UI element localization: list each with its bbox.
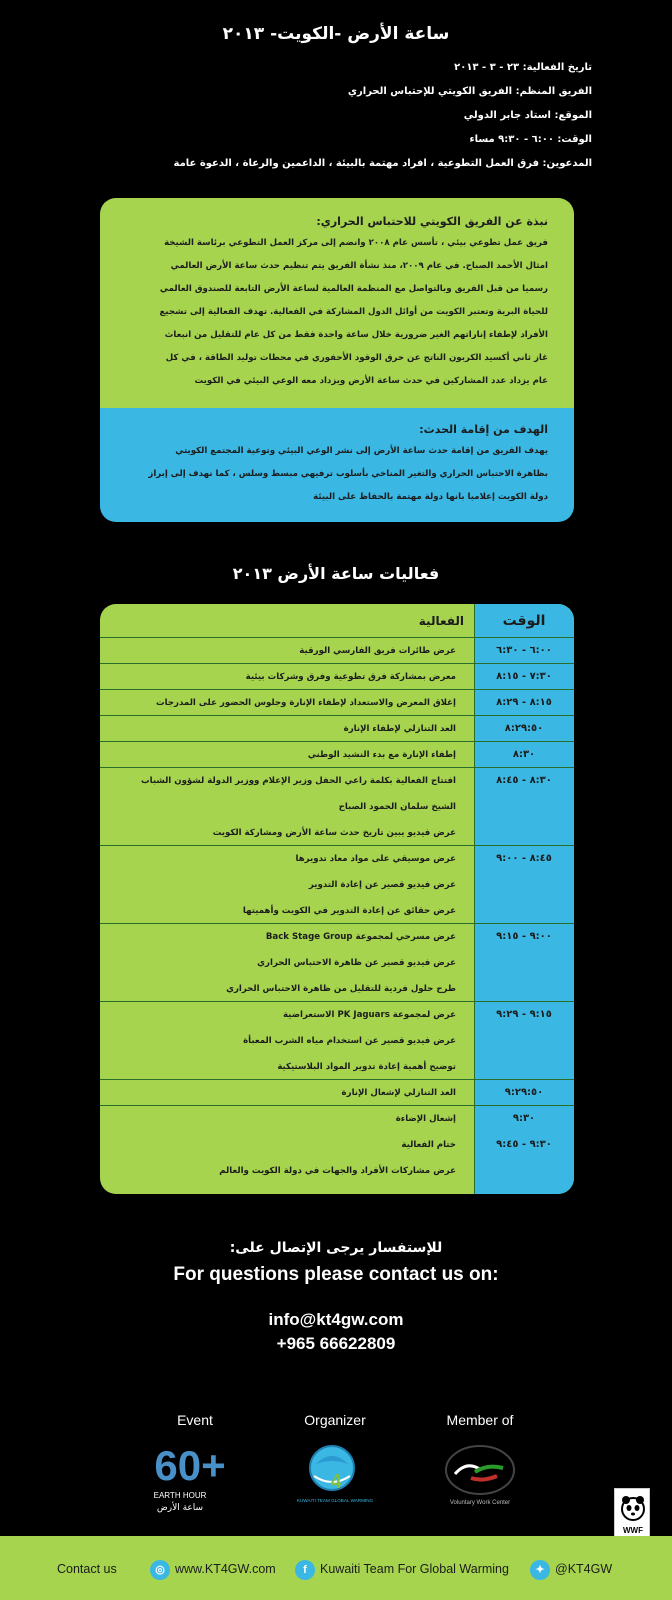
- about-box: [100, 198, 574, 522]
- row-activity: العد التنازلي لإشعال الإنارة: [341, 1088, 456, 1098]
- organizer-logo-block: [270, 1410, 400, 1516]
- row-activity: عرض فيديو قصير عن استخدام مياه الشرب المعبأة: [243, 1036, 456, 1046]
- facebook-link[interactable]: [295, 1558, 509, 1580]
- table-row: [100, 768, 574, 846]
- goal-line: دولة الكويت إعلاميا بانها دولة مهتمة بالحفاظ على البيئة: [313, 492, 548, 502]
- earth-hour-number: 60+: [154, 1442, 226, 1489]
- about-line: الأفراد لإطفاء إناراتهم الغير ضرورية خلال ساعة واحدة فقط من كل عام للتقليل من انبعاث: [164, 330, 548, 340]
- member-sub: Voluntary Work Center: [449, 1500, 511, 1506]
- row-activity: عرض فيديو يبين تاريخ حدث ساعة الأرض ومشاركة الكويت: [212, 828, 456, 838]
- table-row: [100, 690, 574, 716]
- schedule-table: [100, 604, 574, 1194]
- earth-hour-logo-icon: [140, 1436, 250, 1516]
- member-logo-block: [415, 1410, 545, 1516]
- table-row: [100, 742, 574, 768]
- row-time: ٩:٠٠ - ٩:١٥: [496, 931, 552, 942]
- activity-header: الفعالية: [418, 614, 464, 628]
- twitter-text: @KT4GW: [555, 1562, 613, 1576]
- kt4gw-logo-icon: [280, 1436, 390, 1516]
- globe-icon: ◎: [150, 1560, 170, 1580]
- schedule-title: فعاليات ساعة الأرض ٢٠١٣: [232, 564, 440, 583]
- goal-heading: الهدف من إقامة الحدث:: [419, 423, 548, 436]
- table-row: [100, 1080, 574, 1106]
- website-link[interactable]: [150, 1558, 276, 1580]
- table-row: [100, 664, 574, 690]
- row-activity: عرض مشاركات الأفراد والجهات في دولة الكويت والعالم: [219, 1166, 456, 1176]
- twitter-bird-icon: ✦: [530, 1560, 550, 1580]
- table-row: [100, 1132, 574, 1194]
- row-time: ٨:٢٩:٥٠: [504, 723, 544, 734]
- contact-heading-english: For questions please contact us on:: [173, 1264, 499, 1285]
- row-activity: الشيخ سلمان الحمود الصباح: [338, 802, 456, 812]
- event-label: Event: [177, 1412, 213, 1428]
- wwf-label: WWF: [623, 1526, 643, 1535]
- about-line: غاز ثاني أكسيد الكربون الناتج عن حرق الوقود الأحفوري في محطات توليد الطاقة ، في كل: [165, 353, 548, 363]
- event-logo-block: [130, 1410, 260, 1516]
- table-row: [100, 716, 574, 742]
- contact-phone[interactable]: +965 66622809: [276, 1334, 396, 1353]
- schedule-header: [100, 604, 574, 638]
- about-line: للحياة البرية وتعتبر الكويت من أوائل الدول المشاركة في الفعالية. تهدف الفعالية إلى تشجيع: [159, 307, 548, 317]
- about-section: [100, 198, 574, 408]
- row-time: ٩:١٥ - ٩:٢٩: [496, 1009, 552, 1020]
- footer-bar: [0, 1536, 672, 1600]
- goal-line: بظاهرة الاحتباس الحراري والتغير المناخي بأسلوب ترفيهي مبسط وسلس ، كما نهدف إلى إبراز: [148, 469, 548, 479]
- time-header: الوقت: [502, 613, 546, 629]
- event-organizer: الفريق المنظم: الفريق الكويتي للإحتباس الحراري: [347, 86, 592, 97]
- event-info: [72, 56, 592, 176]
- about-heading: نبذة عن الفريق الكويتي للاحتباس الحراري:: [316, 215, 548, 228]
- goal-line: يهدف الفريق من إقامة حدث ساعة الأرض إلى نشر الوعي البيئي وتوعية المجتمع الكويتي: [175, 446, 548, 456]
- member-label: Member of: [446, 1412, 514, 1428]
- earth-hour-sub: EARTH HOUR: [153, 1491, 207, 1500]
- svg-text:4: 4: [330, 1471, 342, 1493]
- wwf-logo: [614, 1488, 650, 1538]
- row-time: ٦:٠٠ - ٦:٣٠: [496, 645, 552, 656]
- event-invitees: المدعوين: فرق العمل التطوعية ، افراد مهتمة بالبيئة ، الداعمين والرعاة ، الدعوة عامة: [173, 158, 592, 169]
- row-time: ٨:٤٥ - ٩:٠٠: [496, 853, 552, 864]
- organizer-sub: KUWAITI TEAM GLOBAL WARMING: [296, 1498, 374, 1503]
- row-time: ٩:٣٠: [512, 1113, 536, 1124]
- twitter-link[interactable]: [530, 1558, 612, 1580]
- table-row: [100, 1106, 574, 1132]
- organizer-label: Organizer: [304, 1412, 366, 1428]
- row-activity: عرض طائرات فريق الفارسي الورقية: [299, 646, 456, 656]
- facebook-text: Kuwaiti Team For Global Warming: [320, 1562, 509, 1576]
- row-activity: العد التنازلي لإطفاء الإنارة: [343, 724, 456, 734]
- row-time: ٩:٣٠ - ٩:٤٥: [496, 1139, 552, 1150]
- row-activity: طرح حلول فردية للتقليل من ظاهرة الاحتباس الحراري: [226, 984, 456, 994]
- row-activity: عرض فيديو قصير عن إعادة التدوير: [308, 880, 456, 890]
- contact-us-label: Contact us: [57, 1562, 117, 1576]
- earth-hour-sub-ar: ساعة الأرض: [156, 1503, 204, 1513]
- about-line: رسميا من قبل الفريق وبالتواصل مع المنظمة العالمية لساعة الأرض التابعة للصندوق العالمي: [159, 284, 548, 294]
- row-activity: إطفاء الإنارة مع بدء النشيد الوطني: [307, 750, 456, 760]
- row-time: ٨:٣٠ - ٨:٤٥: [496, 775, 552, 786]
- event-date: تاريخ الفعالية: ٢٣ - ٣ - ٢٠١٣: [454, 62, 592, 73]
- row-time: ٨:١٥ - ٨:٢٩: [496, 697, 552, 708]
- row-activity: عرض فيديو قصير عن ظاهرة الاحتباس الحراري: [257, 958, 456, 968]
- row-activity: عرض حقائق عن إعادة التدوير في الكويت وأهميتها: [242, 906, 456, 916]
- event-time: الوقت: ٦:٠٠ - ٩:٣٠ مساء: [469, 134, 592, 145]
- row-activity: توضيح أهمية إعادة تدوير المواد البلاستيكية: [277, 1062, 456, 1072]
- row-activity: معرض بمشاركة فرق تطوعية وفرق وشركات بيئية: [245, 672, 456, 682]
- row-time: ٩:٢٩:٥٠: [504, 1087, 544, 1098]
- about-line: عام يزداد عدد المشاركين في حدث ساعة الأرض ويزداد معه الوعي البيئي في الكويت: [194, 376, 548, 386]
- voluntary-center-logo-icon: [425, 1436, 535, 1516]
- row-time: ٨:٣٠: [512, 749, 536, 760]
- facebook-icon: f: [295, 1560, 315, 1580]
- contact-email[interactable]: info@kt4gw.com: [268, 1310, 404, 1329]
- panda-icon: [615, 1491, 651, 1527]
- table-row: [100, 1002, 574, 1080]
- about-line: امثال الأحمد الصباح. في عام ٢٠٠٩، منذ نشأة الفريق يتم تنظيم حدث ساعة الأرض العالمي: [170, 261, 548, 271]
- row-activity: افتتاح الفعالية بكلمة راعي الحفل وزير الإعلام ووزير الدولة لشؤون الشباب: [140, 776, 456, 786]
- event-location: الموقع: استاد جابر الدولي: [463, 110, 592, 121]
- row-activity: عرض مسرحي لمجموعة Back Stage Group: [265, 932, 456, 942]
- page-title: ساعة الأرض -الكويت- ٢٠١٣: [222, 24, 450, 44]
- table-row: [100, 846, 574, 924]
- website-text: www.KT4GW.com: [175, 1562, 276, 1576]
- contact-heading-arabic: للإستفسار يرجى الإتصال على:: [229, 1240, 443, 1256]
- table-row: [100, 638, 574, 664]
- row-activity: عرض لمجموعة PK Jaguars الاستعراضية: [282, 1010, 456, 1020]
- row-activity: عرض موسيقي على مواد معاد تدويرها: [295, 854, 456, 864]
- row-activity: إغلاق المعرض والاستعداد لإطفاء الإنارة وجلوس الحضور على المدرجات: [155, 698, 456, 708]
- about-line: فريق عمل تطوعي بيئي ، تأسس عام ٢٠٠٨ وانضم إلى مركز العمل التطوعي برئاسة الشيخة: [164, 238, 548, 248]
- table-row: [100, 924, 574, 1002]
- row-time: ٧:٣٠ - ٨:١٥: [496, 671, 552, 682]
- goal-section: [100, 408, 574, 522]
- row-activity: ختام الفعالية: [401, 1140, 456, 1150]
- row-activity: إشعال الإضاءة: [395, 1114, 456, 1124]
